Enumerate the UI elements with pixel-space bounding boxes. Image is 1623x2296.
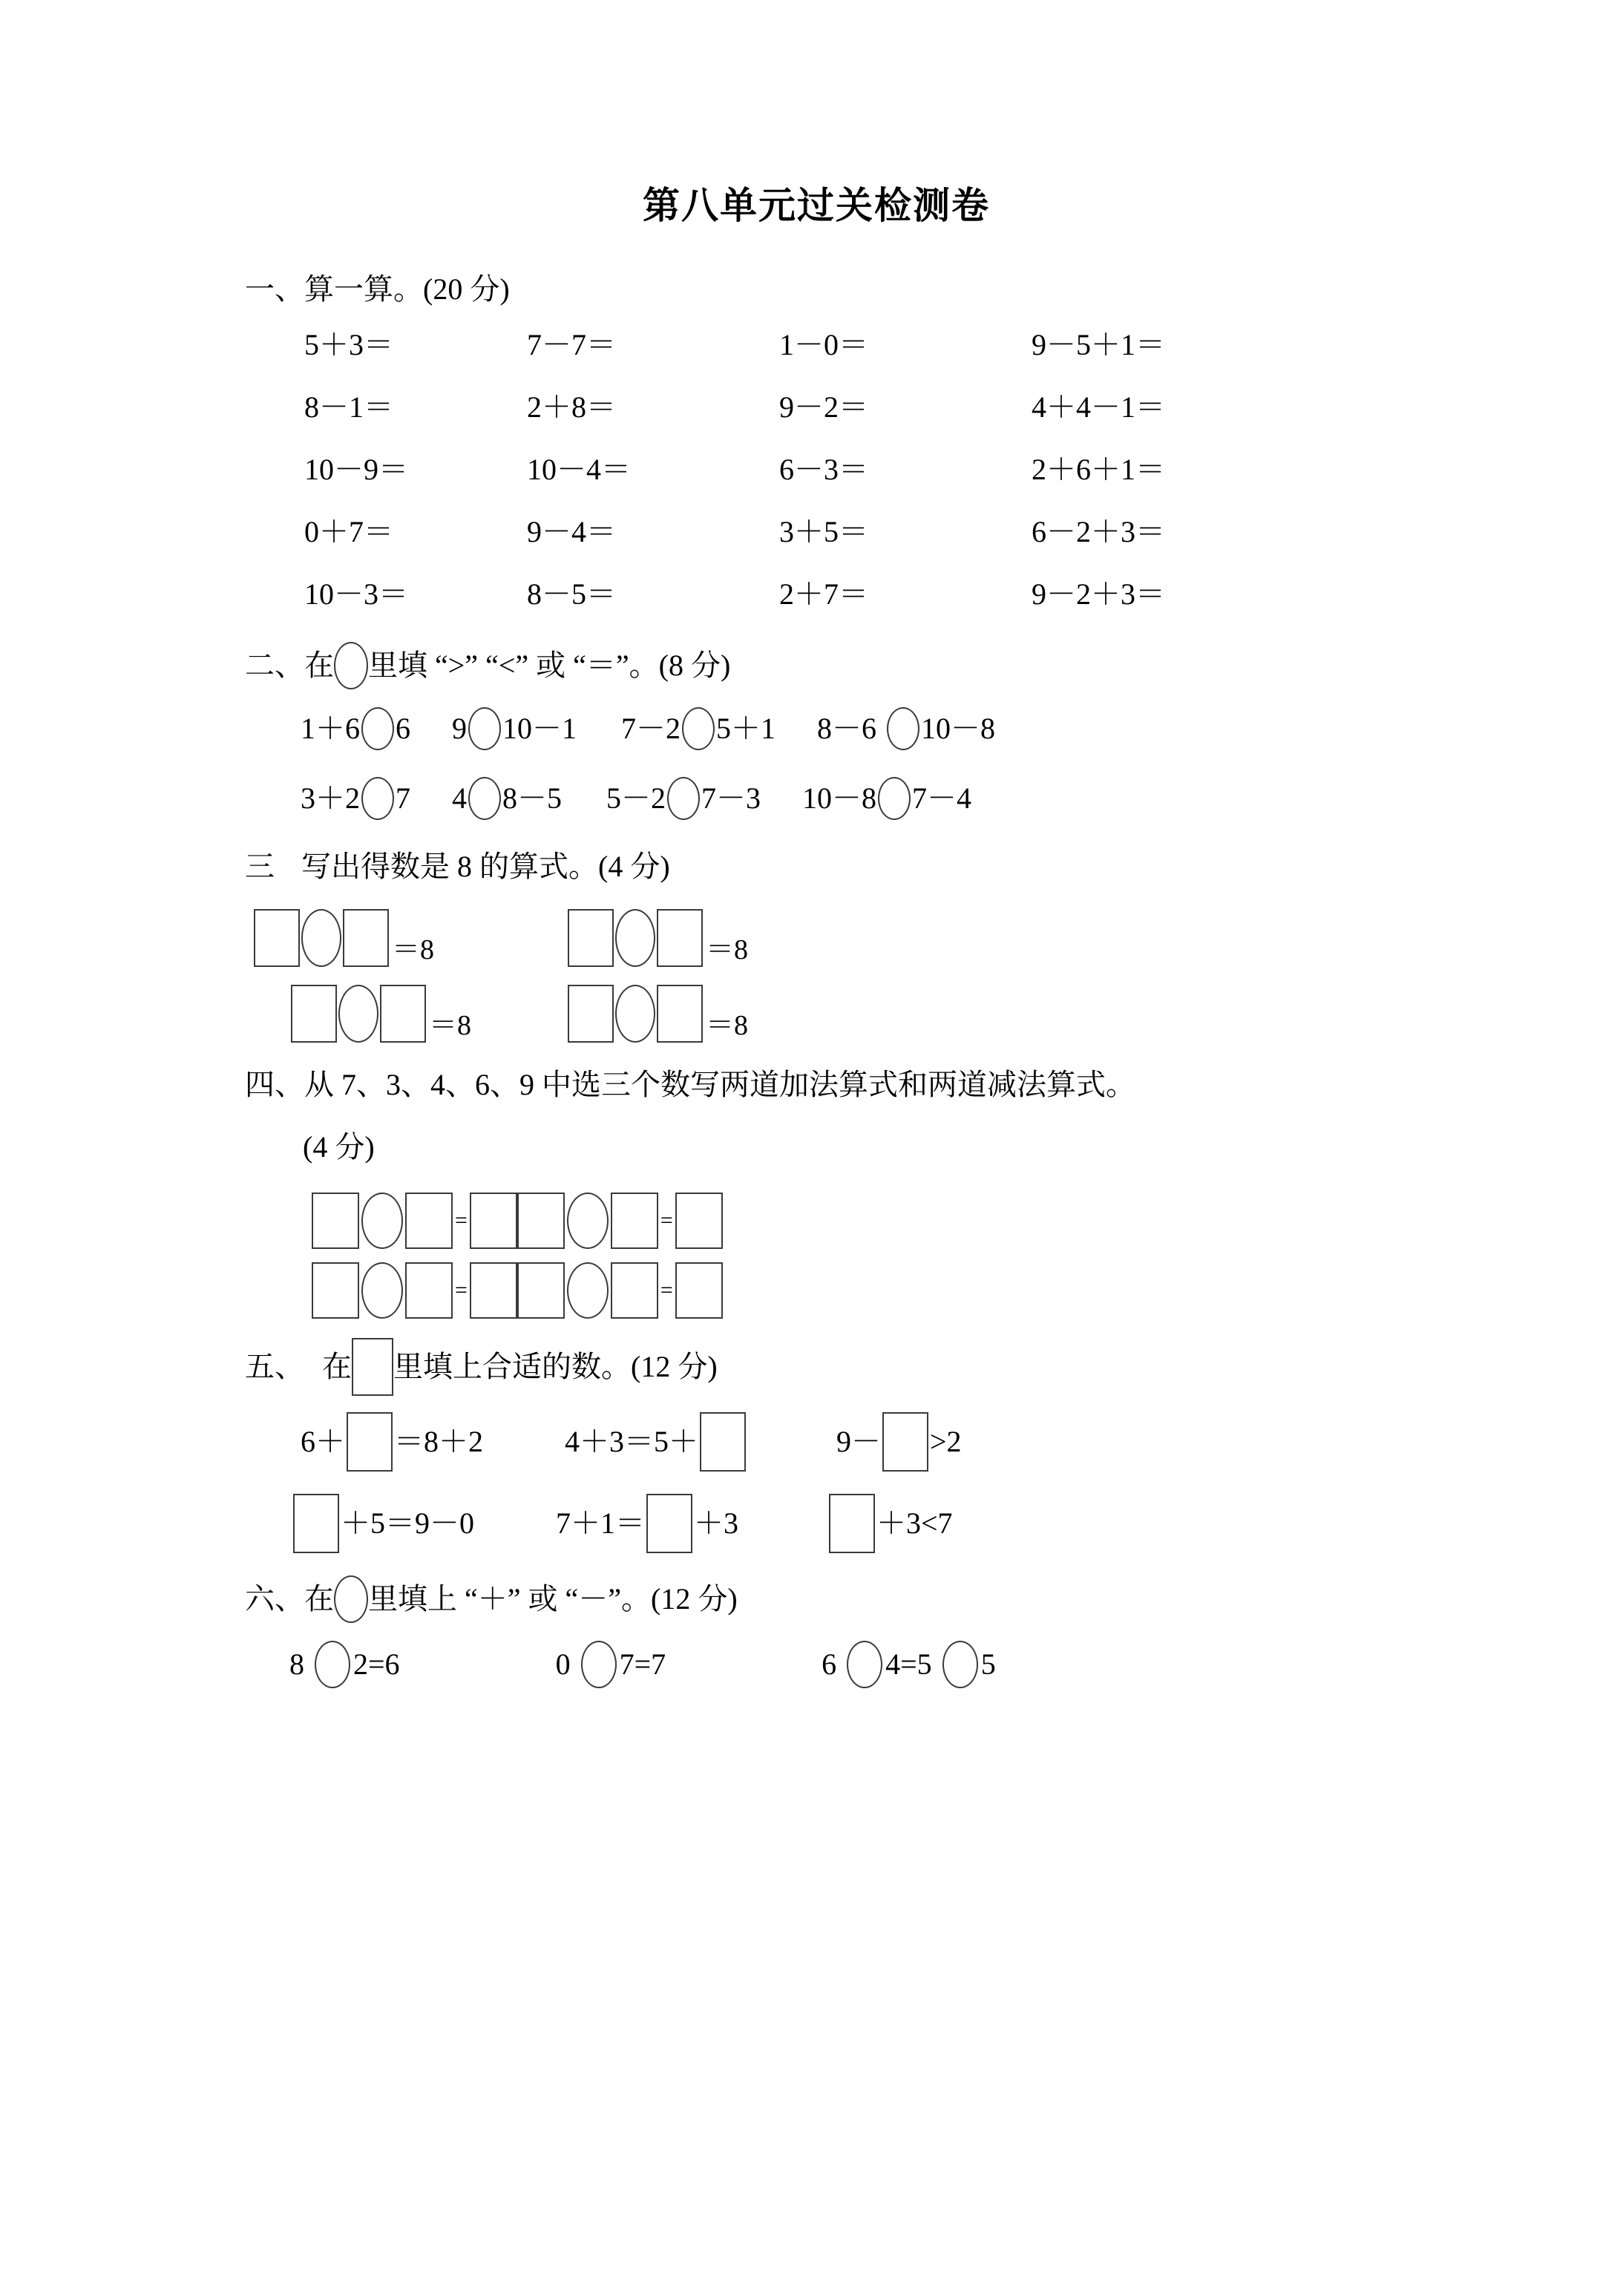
compare-problem[interactable] xyxy=(817,707,995,750)
sign-prefix: 6 xyxy=(822,1647,845,1681)
fill-problem[interactable] xyxy=(836,1412,962,1472)
table-row xyxy=(304,517,1388,547)
sign-problem[interactable] xyxy=(822,1641,996,1688)
compare-right: 10－1 xyxy=(502,712,577,745)
circle-icon[interactable] xyxy=(301,909,341,967)
table-row xyxy=(304,390,1388,424)
compare-left: 10－8 xyxy=(802,781,876,815)
answer-box[interactable] xyxy=(882,1412,928,1472)
sum-eight-problem[interactable] xyxy=(568,985,748,1043)
circle-icon[interactable] xyxy=(942,1641,978,1688)
circle-icon[interactable] xyxy=(682,707,715,750)
section-one-number: 一、 xyxy=(245,272,304,306)
sum-eight-problems xyxy=(245,909,1388,1043)
sign-problem[interactable] xyxy=(289,1641,400,1688)
section-five-label-after: 里填上合适的数。 xyxy=(393,1350,631,1383)
fill-suffix: ＋3 xyxy=(694,1506,738,1540)
compare-problem[interactable] xyxy=(301,707,410,750)
calc-problem[interactable]: 8－5＝ xyxy=(527,577,616,611)
sum-eight-result: ＝8 xyxy=(392,934,435,965)
compare-problem[interactable] xyxy=(301,777,410,820)
compare-right: 10－8 xyxy=(921,712,995,745)
answer-box[interactable] xyxy=(611,1262,658,1319)
answer-box[interactable] xyxy=(254,909,300,967)
fill-number-problems xyxy=(245,1412,1388,1553)
equals-sign: = xyxy=(660,1278,673,1302)
table-row xyxy=(289,1641,1388,1688)
answer-box[interactable] xyxy=(675,1193,723,1249)
section-three-points: (4 分) xyxy=(598,850,670,883)
answer-box[interactable] xyxy=(568,909,614,967)
section-four-heading xyxy=(245,1065,1388,1105)
fill-suffix: >2 xyxy=(930,1425,962,1458)
calc-problem[interactable]: 9－5＋1＝ xyxy=(1032,328,1165,361)
table-row xyxy=(301,1412,1388,1472)
answer-box[interactable] xyxy=(312,1262,359,1319)
compare-right: 6 xyxy=(396,712,410,745)
compare-right: 7－4 xyxy=(912,781,971,815)
calc-problem[interactable]: 10－9＝ xyxy=(304,453,408,486)
answer-box[interactable] xyxy=(293,1494,339,1553)
answer-box[interactable] xyxy=(646,1494,692,1553)
sign-suffix: 2=6 xyxy=(353,1647,400,1681)
sign-prefix: 0 xyxy=(555,1647,578,1681)
fill-problem[interactable] xyxy=(301,1412,483,1472)
calc-problem[interactable]: 5＋3＝ xyxy=(304,328,393,361)
section-two-points: (8 分) xyxy=(658,649,731,682)
circle-icon[interactable] xyxy=(338,985,378,1043)
sum-eight-result: ＝8 xyxy=(706,934,749,965)
sum-eight-problem[interactable] xyxy=(291,985,471,1043)
sign-fill-problems xyxy=(245,1641,1388,1688)
answer-box[interactable] xyxy=(405,1262,453,1319)
section-five-points: (12 分) xyxy=(631,1350,718,1383)
answer-box[interactable] xyxy=(517,1193,565,1249)
fill-problem[interactable] xyxy=(827,1494,953,1553)
calc-problem[interactable]: 6－3＝ xyxy=(779,453,868,486)
section-six-heading xyxy=(245,1575,1388,1623)
section-three-label: 写出得数是 8 的算式。 xyxy=(301,850,598,883)
fill-suffix: ＋3<7 xyxy=(876,1506,953,1540)
table-row xyxy=(304,577,1388,611)
sum-eight-problem[interactable] xyxy=(568,909,748,967)
compare-right: 5＋1 xyxy=(716,712,776,745)
circle-icon[interactable] xyxy=(315,1641,350,1688)
section-two-label-after: 里填 “>” “<” 或 “＝”。 xyxy=(368,649,659,682)
section-one-heading xyxy=(245,269,1388,309)
answer-box[interactable] xyxy=(347,1412,393,1472)
calc-problem[interactable]: 6－2＋3＝ xyxy=(1032,515,1165,548)
table-row xyxy=(245,909,1388,967)
answer-box[interactable] xyxy=(291,985,337,1043)
fill-prefix: 9－ xyxy=(836,1425,881,1458)
calc-problem[interactable]: 10－4＝ xyxy=(527,453,631,486)
circle-icon[interactable] xyxy=(847,1641,882,1688)
circle-icon[interactable] xyxy=(887,707,919,750)
calc-problem[interactable]: 7－7＝ xyxy=(527,328,616,361)
circle-icon[interactable] xyxy=(361,1262,403,1319)
section-five-number: 五、 xyxy=(245,1350,304,1383)
compare-problems xyxy=(245,707,1388,820)
sign-suffix: 7=7 xyxy=(619,1647,666,1681)
calc-problem[interactable]: 3＋5＝ xyxy=(779,515,868,548)
table-row xyxy=(301,707,1388,750)
compare-problem[interactable] xyxy=(802,777,971,820)
circle-icon[interactable] xyxy=(361,1193,403,1249)
section-one-label: 算一算。 xyxy=(304,272,423,306)
circle-icon[interactable] xyxy=(468,707,501,750)
table-row xyxy=(312,1262,1388,1319)
calc-problem[interactable]: 2＋6＋1＝ xyxy=(1032,453,1165,486)
answer-box[interactable] xyxy=(657,909,703,967)
compare-right: 7－3 xyxy=(701,781,761,815)
compare-left: 8－6 xyxy=(817,712,876,745)
section-six-label-after: 里填上 “＋” 或 “－”。 xyxy=(368,1582,652,1616)
table-row xyxy=(301,1494,1388,1553)
section-four-points: (4 分) xyxy=(303,1130,375,1164)
answer-box[interactable] xyxy=(405,1193,453,1249)
fill-prefix: 4＋3＝5＋ xyxy=(565,1425,698,1458)
equals-sign: = xyxy=(660,1208,673,1233)
calc-problem[interactable]: 4＋4－1＝ xyxy=(1032,390,1165,424)
compare-right: 8－5 xyxy=(502,781,562,815)
equals-sign: = xyxy=(455,1208,468,1233)
sum-eight-result: ＝8 xyxy=(706,1010,749,1041)
fill-prefix: 7＋1＝ xyxy=(556,1506,645,1540)
calc-problem[interactable]: 9－4＝ xyxy=(527,515,616,548)
circle-icon[interactable] xyxy=(581,1641,617,1688)
arithmetic-grid xyxy=(245,330,1388,609)
compare-left: 5－2 xyxy=(606,781,666,815)
calc-problem[interactable]: 9－2＋3＝ xyxy=(1032,577,1165,611)
compare-left: 9 xyxy=(452,712,467,745)
section-three-heading xyxy=(245,847,1388,887)
table-row xyxy=(245,985,1388,1043)
compare-left: 3＋2 xyxy=(301,781,360,815)
section-six-label-before: 在 xyxy=(304,1582,334,1616)
fill-problem[interactable] xyxy=(565,1412,747,1472)
calc-problem[interactable]: 10－3＝ xyxy=(304,577,408,611)
sum-eight-result: ＝8 xyxy=(429,1010,472,1041)
sign-problem[interactable] xyxy=(556,1641,666,1688)
calc-problem[interactable]: 2＋8＝ xyxy=(527,390,616,424)
calc-problem[interactable]: 9－2＝ xyxy=(779,390,868,424)
compare-problem[interactable] xyxy=(452,707,577,750)
section-four-points-line xyxy=(245,1127,1388,1167)
answer-box[interactable] xyxy=(470,1262,517,1319)
answer-box[interactable] xyxy=(470,1193,517,1249)
answer-box[interactable] xyxy=(380,985,426,1043)
compare-left: 4 xyxy=(452,781,467,815)
answer-box[interactable] xyxy=(568,985,614,1043)
circle-icon[interactable] xyxy=(615,985,655,1043)
calc-problem[interactable]: 1－0＝ xyxy=(779,328,868,361)
answer-box[interactable] xyxy=(657,985,703,1043)
compare-problem[interactable] xyxy=(606,777,761,820)
answer-box[interactable] xyxy=(517,1262,565,1319)
sign-suffix: 5 xyxy=(980,1647,996,1681)
fill-suffix: ＝8＋2 xyxy=(394,1425,483,1458)
section-four-number: 四、 xyxy=(245,1068,304,1101)
section-two-label-before: 在 xyxy=(304,649,334,682)
section-two-number: 二、 xyxy=(245,649,304,682)
section-two-heading xyxy=(245,642,1388,689)
table-row xyxy=(301,777,1388,820)
section-six-number: 六、 xyxy=(245,1582,304,1616)
circle-icon[interactable] xyxy=(567,1262,609,1319)
answer-box xyxy=(352,1338,393,1396)
calc-problem[interactable]: 8－1＝ xyxy=(304,390,393,424)
sign-prefix: 8 xyxy=(289,1647,312,1681)
calc-problem[interactable]: 2＋7＝ xyxy=(779,577,868,611)
table-row xyxy=(304,455,1388,485)
compare-left: 1＋6 xyxy=(301,712,360,745)
table-row xyxy=(304,330,1388,360)
answer-box[interactable] xyxy=(675,1262,723,1319)
calc-problem[interactable]: 0＋7＝ xyxy=(304,515,393,548)
compare-problem[interactable] xyxy=(452,777,562,820)
table-row xyxy=(312,1193,1388,1249)
section-five-heading xyxy=(245,1338,1388,1396)
equals-sign: = xyxy=(455,1278,468,1302)
answer-box[interactable] xyxy=(611,1193,658,1249)
compare-problem[interactable] xyxy=(621,707,776,750)
circle-icon xyxy=(334,642,368,689)
fill-problem[interactable] xyxy=(292,1494,474,1553)
fill-suffix: ＋5＝9－0 xyxy=(341,1506,474,1540)
choose-three-problems xyxy=(245,1193,1388,1319)
section-three-number: 三 xyxy=(245,850,275,883)
worksheet-body xyxy=(245,186,1388,1688)
section-five-label-before: 在 xyxy=(322,1350,352,1383)
compare-right: 7 xyxy=(396,781,410,815)
compare-left: 7－2 xyxy=(621,712,681,745)
section-six-points: (12 分) xyxy=(651,1582,738,1616)
circle-icon[interactable] xyxy=(567,1193,609,1249)
circle-icon[interactable] xyxy=(615,909,655,967)
answer-box[interactable] xyxy=(700,1412,746,1472)
circle-icon[interactable] xyxy=(361,777,394,820)
circle-icon xyxy=(334,1575,368,1623)
circle-icon[interactable] xyxy=(361,707,394,750)
circle-icon[interactable] xyxy=(667,777,700,820)
sign-middle: 4=5 xyxy=(885,1647,940,1681)
answer-box[interactable] xyxy=(343,909,389,967)
page-title: 第八单元过关检测卷 xyxy=(643,184,990,227)
fill-problem[interactable] xyxy=(556,1494,738,1553)
answer-box[interactable] xyxy=(312,1193,359,1249)
circle-icon[interactable] xyxy=(468,777,501,820)
section-one-points: (20 分) xyxy=(423,272,510,306)
answer-box[interactable] xyxy=(829,1494,875,1553)
section-four-label: 从 7、3、4、6、9 中选三个数写两道加法算式和两道减法算式。 xyxy=(304,1068,1135,1101)
sum-eight-problem[interactable] xyxy=(254,909,434,967)
circle-icon[interactable] xyxy=(878,777,911,820)
fill-prefix: 6＋ xyxy=(301,1425,345,1458)
